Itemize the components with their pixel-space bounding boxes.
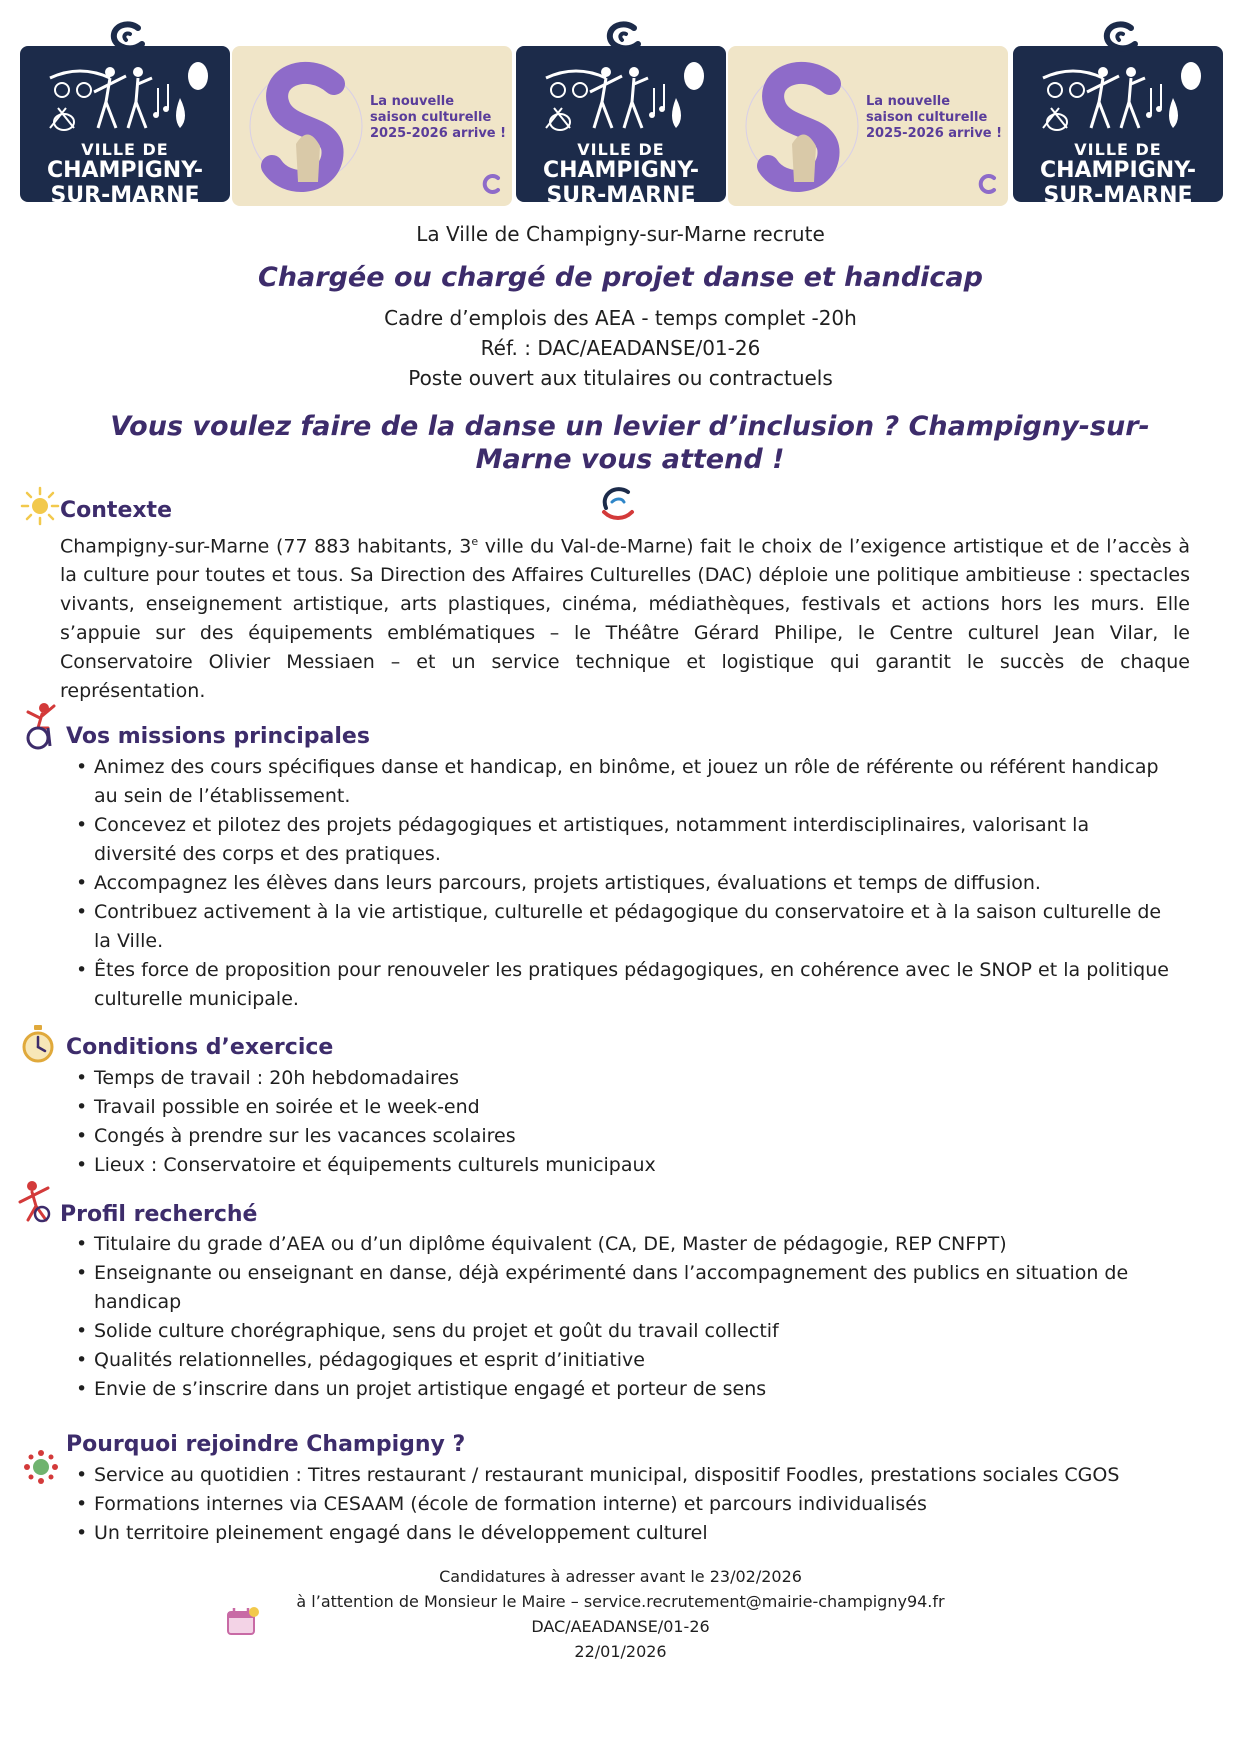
culture-figures-icon (536, 58, 706, 136)
contexte-text-end: ville du Val-de-Marne) fait le choix de l’exigence artistique et de l’accès à la culture pour toutes et tous. Sa Direction des Affaires Culturelles (DAC) déploie une politique ambitieuse : spectacles vivants, enseignement artistique, arts plastiques, cinéma, médiathèques, festivals et actions hors les murs. Elle s’appuie sur des équipements emblématiques – le Théâtre Gérard Philipe, le Centre culturel Jean Vilar, le Conservatoire Olivier Messiaen – et un service technique et logistique qui garantit le succès de chaque représentation. (60, 535, 1190, 703)
culture-figures-icon (40, 58, 210, 136)
stopwatch-icon (20, 1024, 56, 1064)
saison-s-graphic (246, 54, 366, 198)
saison-line-3: 2025-2026 arrive ! (370, 126, 507, 141)
eligibility: Poste ouvert aux titulaires ou contractuels (408, 366, 833, 390)
conditions-title: Conditions d’exercice (66, 1035, 334, 1060)
list-item: • Êtes force de proposition pour renouveler les pratiques pédagogiques, en cohérence avec le SNOP et la politique culturelle municipale. (60, 956, 1170, 1014)
headline: Vous voulez faire de la danse un levier d’inclusion ? Champigny-sur-Marne vous attend ! (110, 411, 1150, 475)
list-item: • Envie de s’inscrire dans un projet artistique engagé et porteur de sens (60, 1375, 1170, 1404)
list-item: • Enseignante ou enseignant en danse, déjà expérimenté dans l’accompagnement des publics en situation de handicap (60, 1259, 1170, 1317)
logo-line-1: VILLE DE (577, 140, 665, 159)
saison-s-graphic (742, 54, 862, 198)
pourquoi-list (60, 1461, 1170, 1548)
saison-c-icon (480, 172, 504, 196)
saison-announcement (866, 94, 1006, 142)
wheelchair-dancer-icon (22, 702, 58, 750)
contexte-title: Contexte (60, 498, 172, 523)
list-item: • Concevez et pilotez des projets pédagogiques et artistiques, notamment interdisciplinaires, valorisant la diversité des corps et des pratiques. (60, 811, 1170, 869)
saison-culturelle-card (728, 46, 1008, 206)
dancer-icon (18, 1180, 54, 1224)
list-item: • Solide culture chorégraphique, sens du projet et goût du travail collectif (60, 1317, 1170, 1346)
saison-line-1: La nouvelle (866, 94, 951, 109)
saison-culturelle-card (232, 46, 512, 206)
footer-reference: DAC/AEADANSE/01-26 (531, 1617, 710, 1636)
employment-frame: Cadre d’emplois des AEA - temps complet -20h (384, 306, 857, 330)
deadline: Candidatures à adresser avant le 23/02/2026 (439, 1567, 802, 1586)
logo-line-2: CHAMPIGNY- (1039, 158, 1197, 183)
logo-line-3: SUR-MARNE (546, 183, 696, 208)
city-logo (1013, 46, 1223, 208)
reference: Réf. : DAC/AEADANSE/01-26 (480, 336, 761, 360)
saison-line-1: La nouvelle (370, 94, 455, 109)
logo-line-2: CHAMPIGNY- (542, 158, 700, 183)
list-item: • Qualités relationnelles, pédagogiques et esprit d’initiative (60, 1346, 1170, 1375)
profil-title: Profil recherché (60, 1202, 258, 1227)
city-logo (20, 46, 230, 208)
logo-line-2: CHAMPIGNY- (46, 158, 204, 183)
contexte-text-start: Champigny-sur-Marne (77 883 habitants, 3 (60, 535, 472, 558)
contexte-paragraph (60, 527, 1190, 706)
missions-list (60, 753, 1170, 1014)
saison-line-2: saison culturelle (866, 110, 988, 125)
city-c-icon (1101, 20, 1141, 54)
list-item: • Temps de travail : 20h hebdomadaires (60, 1064, 1170, 1093)
header-banner (0, 40, 1241, 210)
saison-line-3: 2025-2026 arrive ! (866, 126, 1003, 141)
list-item: • Animez des cours spécifiques danse et handicap, en binôme, et jouez un rôle de référente ou référent handicap au sein de l’établissement. (60, 753, 1170, 811)
profil-list (60, 1230, 1170, 1404)
ordinal-superscript: e (471, 535, 479, 548)
missions-title: Vos missions principales (66, 724, 370, 749)
list-item: • Service au quotidien : Titres restaurant / restaurant municipal, dispositif Foodles, prestations sociales CGOS (60, 1461, 1170, 1490)
application-footer (0, 1564, 1241, 1664)
saison-line-2: saison culturelle (370, 110, 492, 125)
culture-figures-icon (1033, 58, 1203, 136)
list-item: • Travail possible en soirée et le week-end (60, 1093, 1170, 1122)
contact-line: à l’attention de Monsieur le Maire – service.recrutement@mairie-champigny94.fr (296, 1592, 945, 1611)
community-globe-icon (24, 1450, 58, 1484)
logo-line-1: VILLE DE (1074, 140, 1162, 159)
city-c-icon (108, 20, 148, 54)
list-item: • Congés à prendre sur les vacances scolaires (60, 1122, 1170, 1151)
city-logo (516, 46, 726, 208)
publication-date: 22/01/2026 (574, 1642, 667, 1661)
logo-line-3: SUR-MARNE (1043, 183, 1193, 208)
conditions-list (60, 1064, 1170, 1180)
logo-line-1: VILLE DE (81, 140, 169, 159)
saison-announcement (370, 94, 510, 142)
champigny-c-icon (598, 486, 638, 522)
job-title: Chargée ou chargé de projet danse et handicap (258, 262, 983, 293)
list-item: • Un territoire pleinement engagé dans le développement culturel (60, 1519, 1170, 1548)
sun-icon (20, 486, 60, 526)
intro-text: La Ville de Champigny-sur-Marne recrute (416, 222, 825, 246)
city-c-icon (604, 20, 644, 54)
logo-line-3: SUR-MARNE (50, 183, 200, 208)
list-item: • Formations internes via CESAAM (école de formation interne) et parcours individualisés (60, 1490, 1170, 1519)
list-item: • Contribuez activement à la vie artistique, culturelle et pédagogique du conservatoire et à la saison culturelle de la Ville. (60, 898, 1170, 956)
pourquoi-title: Pourquoi rejoindre Champigny ? (66, 1432, 466, 1457)
list-item: • Titulaire du grade d’AEA ou d’un diplôme équivalent (CA, DE, Master de pédagogie, REP CNFPT) (60, 1230, 1170, 1259)
list-item: • Lieux : Conservatoire et équipements culturels municipaux (60, 1151, 1170, 1180)
list-item: • Accompagnez les élèves dans leurs parcours, projets artistiques, évaluations et temps de diffusion. (60, 869, 1170, 898)
saison-c-icon (976, 172, 1000, 196)
